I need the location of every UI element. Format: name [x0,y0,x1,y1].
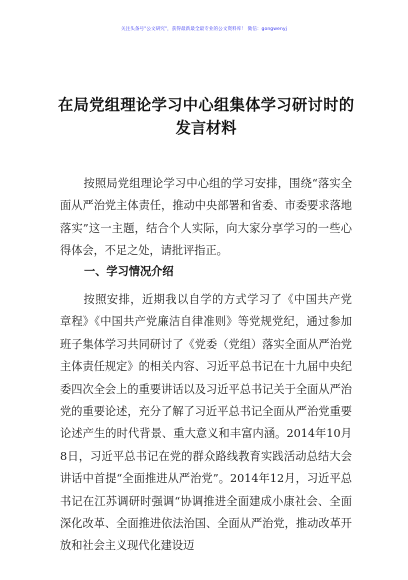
promo-banner: 关注头条号"公文研究"，获得最新最全最专业的公文资料库！ 微信：gongwenyj [120,27,287,32]
intro-paragraph: 按照局党组理论学习中心组的学习安排，围绕“落实全面从严治党主体责任，推动中央部署和省委、市委要求落地落实”这一主题，结合个人实际，向大家分享学习的一些心得体会，不足之处，请批评指正。 [60,177,352,258]
document-title: 在局党组理论学习中心组集体学习研讨时的发言材料 [58,96,354,137]
section-heading: 一、学习情况介绍 [84,265,174,278]
section-paragraph: 按照安排，近期我以自学的方式学习了《中国共产党章程》《中国共产党廉洁自律准则》等党规党纪，通过参加班子集体学习共同研讨了《党委（党组）落实全面从严治党主体责任规定》的相关内容、习近平总书记在十九届中央纪委四次全会上的重要讲话以及习近平总书记关于全面从严治党的重要论述，充分了解了习近平总书记全面从严治党重要论述产生的时代背景、重大意义和丰富内涵。2014年10月8日，习近平总书记在党的群众路线教育实践活动总结大会讲话中首提“全面推进从严治党”。2014年12月，习近平总书记在江苏调研时强调“协调推进全面建成小康社会、全面深化改革、全面推进依法治国、全面从严治党，推动改革开放和社会主义现代化建设迈 [60,293,352,553]
